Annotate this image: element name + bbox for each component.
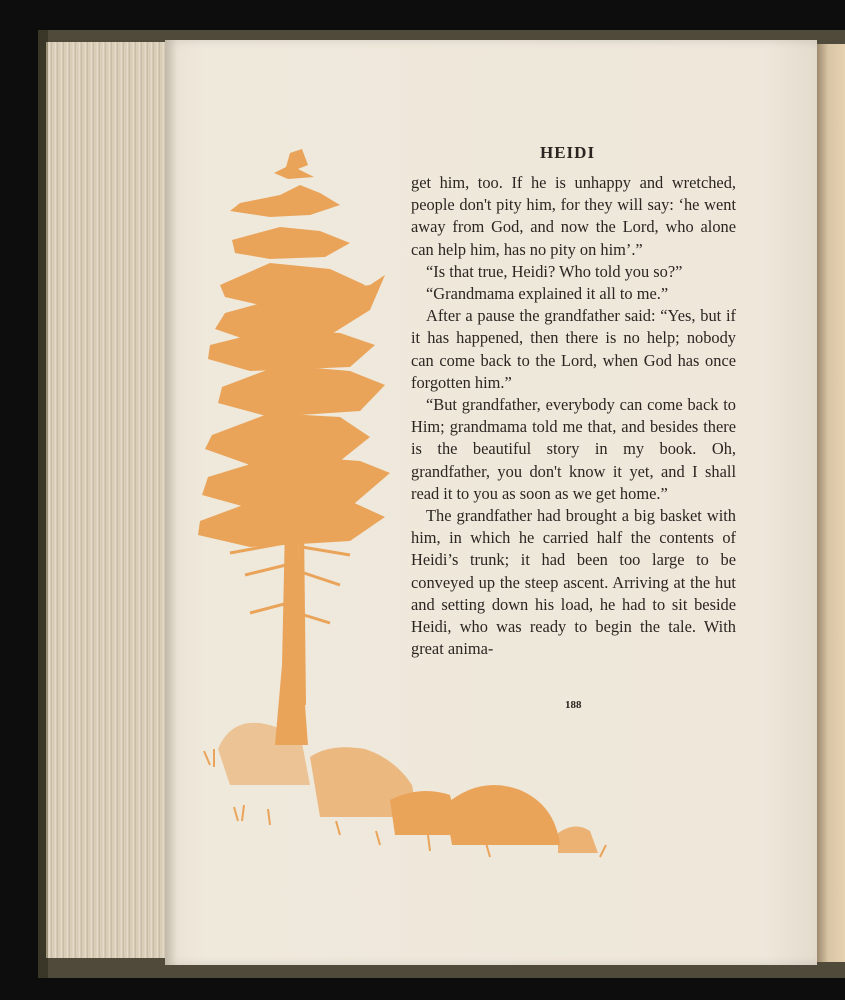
- paragraph: The grandfather had brought a big basket with him, in which he carried half the contents of Heidi’s trunk; it had been too large to be conveyed up the steep ascent. Arriving at the hut and setting down his load, he had to sit beside Heidi, who was ready to begin the tale. With great anima-: [411, 506, 736, 659]
- paragraph: After a pause the grandfather said: “Yes, but if it has happened, then there is no help; nobody can come back to the Lord, when God has once forgotten him.”: [411, 306, 736, 392]
- paragraph: “Is that true, Heidi? Who told you so?”: [426, 261, 683, 281]
- page-number: 188: [565, 699, 582, 711]
- running-head: HEIDI: [540, 143, 596, 162]
- paragraph: “Grandmama explained it all to me.”: [426, 284, 669, 304]
- next-page-edge: [817, 44, 845, 962]
- paragraph: “But grandfather, everybody can come back to Him; grandmama told me that, and besides there is the beautiful story in my book. Oh, grandfather, you don't know it yet, and I shall read it to you as soon as we get home.”: [411, 395, 736, 503]
- body-text: [411, 172, 736, 660]
- paragraph: get him, too. If he is unhappy and wretched, people don't pity him, for they will say: ‘he went away from God, and now the Lord, who alone can help him, has no pity on him’.”: [411, 173, 736, 259]
- page-edges: [46, 42, 168, 958]
